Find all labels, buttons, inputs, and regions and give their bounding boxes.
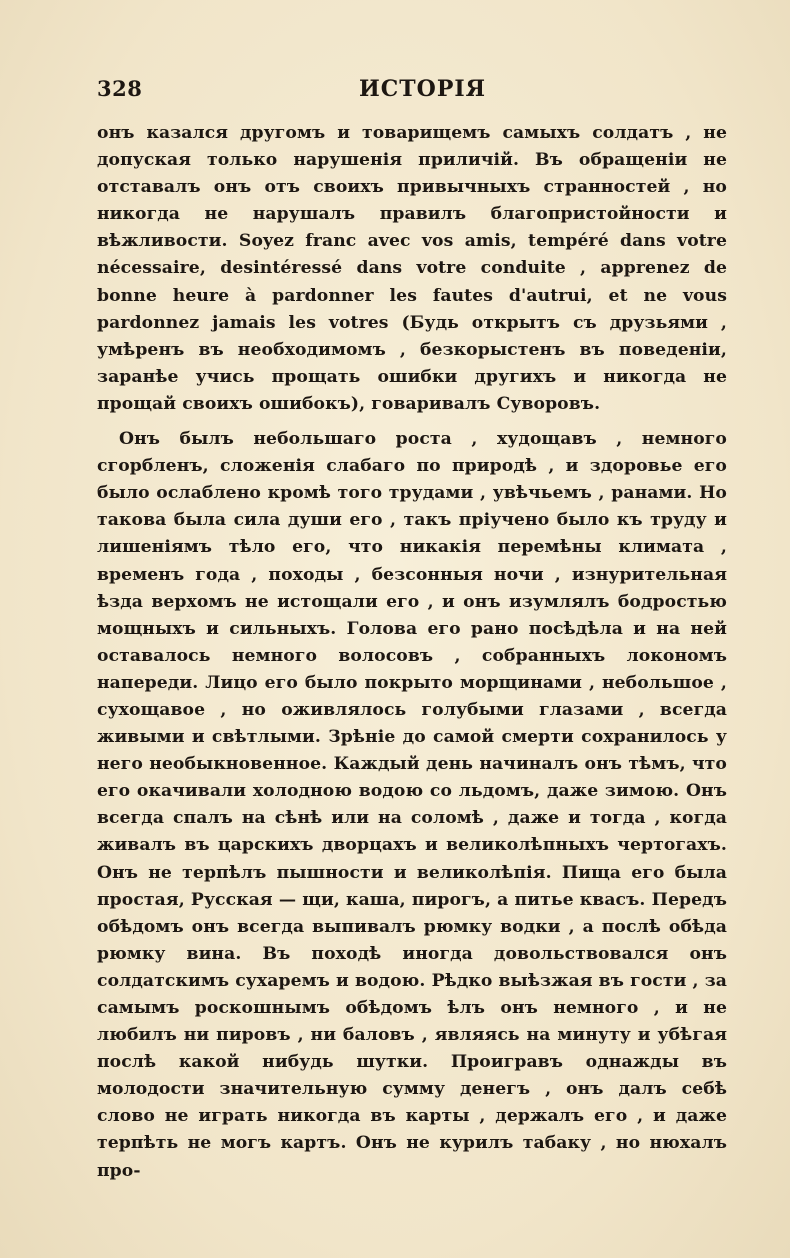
body-text <box>97 120 727 1185</box>
running-head: ИСТОРІЯ <box>359 76 487 102</box>
page-number: 328 <box>97 76 143 101</box>
page-header <box>97 76 717 106</box>
paragraph-1: онъ казался другомъ и товарищемъ самыхъ солдатъ , не допуская только нарушенія приличій. Въ обращеніи не отставалъ онъ отъ своихъ привычныхъ странностей , но никогда не нарушалъ правилъ благопристойности и вѣжливости. Soyez franc avec vos amis, tempéré dans votre nécessaire, desintéressé dans votre conduite , apprenez de bonne heure à pardonner les fautes d'autrui, et ne vous pardonnez jamais les votres (Будь открытъ съ друзьями , умѣренъ въ необходимомъ , безкорыстенъ въ поведеніи, заранѣе учись прощать ошибки другихъ и никогда не прощай своихъ ошибокъ), говаривалъ Суворовъ. <box>97 123 727 414</box>
paragraph-2: Онъ былъ небольшаго роста , худощавъ , немного сгорбленъ, сложенія слабаго по природѣ , и здоровье его было ослаблено кромѣ того трудами , увѣчьемъ , ранами. Но такова была сила души его , такъ пріучено было къ труду и лишеніямъ тѣло его, что никакія перемѣны климата , временъ года , походы , безсонныя ночи , изнурительная ѣзда верхомъ не истощали его , и онъ изумлялъ бодростью мощныхъ и сильныхъ. Голова его рано посѣдѣла и на ней оставалось немного волосовъ , собранныхъ локономъ напереди. Лицо его было покрыто морщинами , небольшое , сухощавое , но оживлялось голубыми глазами , всегда живыми и свѣтлыми. Зрѣніе до самой смерти сохранилось у него необыкновенное. Каждый день начиналъ онъ тѣмъ, что его окачивали холодною водою со льдомъ, даже зимою. Онъ всегда спалъ на сѣнѣ или на соломѣ , даже и тогда , когда живалъ въ царскихъ дворцахъ и великолѣпныхъ чертогахъ. Онъ не терпѣлъ пышности и великолѣпія. Пища его была простая, Русская — щи, каша, пирогъ, а питье квасъ. Передъ обѣдомъ онъ всегда выпивалъ рюмку водки , а послѣ обѣда рюмку вина. Въ походѣ иногда довольствовался онъ солдатскимъ сухаремъ и водою. Рѣдко выѣзжая въ гости , за самымъ роскошнымъ обѣдомъ ѣлъ онъ немного , и не любилъ ни пировъ , ни баловъ , являясь на минуту и убѣгая послѣ какой нибудь шутки. Проигравъ однажды въ молодости значительную сумму денегъ , онъ далъ себѣ слово не играть никогда въ карты , держалъ его , и даже терпѣть не могъ картъ. Онъ не курилъ табаку , но нюхалъ про- <box>97 429 728 1181</box>
